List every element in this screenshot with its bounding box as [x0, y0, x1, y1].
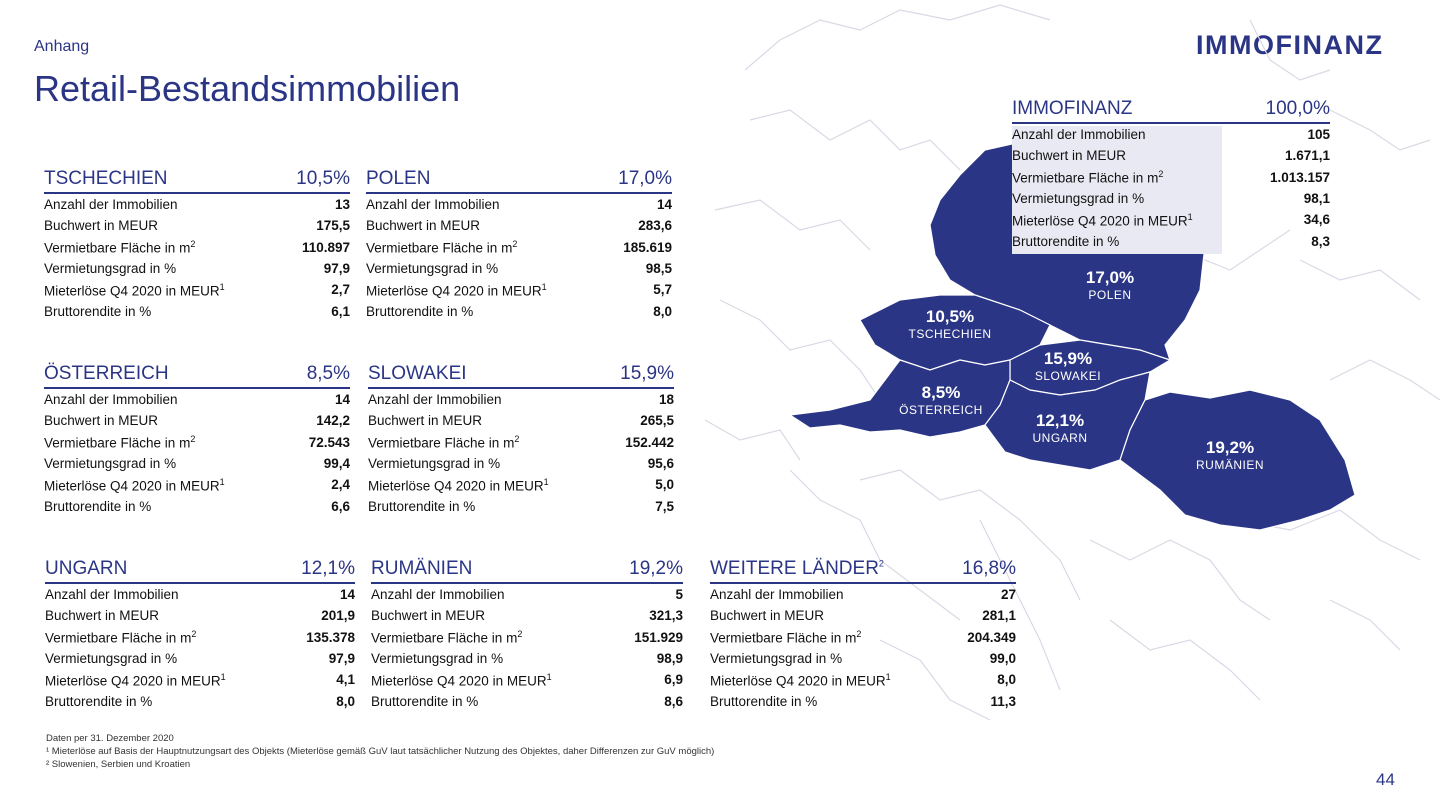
table-header	[371, 558, 683, 584]
row-area: Vermietbare Fläche in $m^2$ 135.378	[45, 628, 355, 646]
table-title: SLOWAKEI	[368, 363, 467, 384]
table-share: 8,5%	[306, 363, 350, 384]
map-label-slowakei: 15,9% SLOWAKEI	[1034, 349, 1102, 383]
row-book-value: Buchwert in MEUR 1.671,1	[1012, 148, 1330, 164]
map-label-ungarn: 12,1% UNGARN	[1032, 411, 1088, 445]
table-share: 17,0%	[618, 168, 672, 189]
row-rental: Mieterlöse Q4 2020 in MEUR$^1$ 2,4	[44, 476, 350, 494]
table-slowakei	[368, 363, 674, 517]
page-number: 44	[1376, 770, 1395, 789]
table-title: ÖSTERREICH	[44, 363, 169, 384]
table-header	[44, 168, 350, 194]
row-count: Anzahl der Immobilien 14	[45, 587, 355, 603]
table-header	[1012, 96, 1330, 124]
footnote-date: Daten per 31. Dezember 2020	[46, 733, 174, 744]
table-share: 16,8%	[962, 558, 1016, 579]
table-title: UNGARN	[45, 558, 128, 579]
section-label: Anhang	[34, 38, 90, 55]
footnote-1: ¹ Mieterlöse auf Basis der Hauptnutzungsart des Objekts (Mieterlöse gemäß GuV laut tatsächlicher Nutzung des Objektes, daher Differenzen zur GuV möglich)	[46, 746, 715, 757]
row-book-value: Buchwert in MEUR 281,1	[710, 608, 1016, 624]
map-label-rumaenien: 19,2% RUMÄNIEN	[1195, 438, 1264, 472]
table-polen	[366, 168, 672, 322]
row-area: Vermietbare Fläche in $m^2$ 72.543	[44, 433, 350, 451]
table-header	[710, 558, 1016, 584]
table-share: 10,5%	[296, 168, 350, 189]
row-yield: Bruttorendite in % 8,3	[1012, 233, 1330, 249]
table-weitere-laender	[710, 558, 1016, 712]
row-area: Vermietbare Fläche in $m^2$ 185.619	[366, 238, 672, 256]
row-occupancy: Vermietungsgrad in % 99,0	[710, 651, 1016, 667]
table-share: 19,2%	[629, 558, 683, 579]
row-yield: Bruttorendite in % 6,1	[44, 303, 350, 319]
row-yield: Bruttorendite in % 7,5	[368, 498, 674, 514]
table-summary-immofinanz	[1012, 96, 1330, 252]
table-header	[45, 558, 355, 584]
table-title: IMMOFINANZ	[1012, 98, 1133, 119]
row-occupancy: Vermietungsgrad in % 97,9	[45, 651, 355, 667]
table-title: POLEN	[366, 168, 431, 189]
table-title: TSCHECHIEN	[44, 168, 168, 189]
row-area: Vermietbare Fläche in $m^2$ 204.349	[710, 628, 1016, 646]
table-title: RUMÄNIEN	[371, 558, 473, 579]
map-label-oesterreich: 8,5% ÖSTERREICH	[899, 383, 983, 417]
row-count: Anzahl der Immobilien 18	[368, 392, 674, 408]
row-book-value: Buchwert in MEUR 175,5	[44, 218, 350, 234]
row-book-value: Buchwert in MEUR 265,5	[368, 413, 674, 429]
row-count: Anzahl der Immobilien 105	[1012, 127, 1330, 143]
row-count: Anzahl der Immobilien 5	[371, 587, 683, 603]
row-yield: Bruttorendite in % 8,0	[45, 693, 355, 709]
table-share: 15,9%	[620, 363, 674, 384]
row-occupancy: Vermietungsgrad in % 98,1	[1012, 191, 1330, 207]
row-occupancy: Vermietungsgrad in % 98,9	[371, 651, 683, 667]
row-rental: Mieterlöse Q4 2020 in MEUR$^1$ 2,7	[44, 281, 350, 299]
row-count: Anzahl der Immobilien 27	[710, 587, 1016, 603]
row-area: Vermietbare Fläche in $m^2$ 1.013.157	[1012, 168, 1330, 186]
row-rental: Mieterlöse Q4 2020 in MEUR$^1$ 8,0	[710, 671, 1016, 689]
row-book-value: Buchwert in MEUR 201,9	[45, 608, 355, 624]
row-area: Vermietbare Fläche in $m^2$ 152.442	[368, 433, 674, 451]
table-share: 12,1%	[301, 558, 355, 579]
row-occupancy: Vermietungsgrad in % 99,4	[44, 456, 350, 472]
row-area: Vermietbare Fläche in $m^2$ 110.897	[44, 238, 350, 256]
map-label-tschechien: 10,5% TSCHECHIEN	[908, 307, 992, 341]
row-rental: Mieterlöse Q4 2020 in MEUR$^1$ 5,7	[366, 281, 672, 299]
table-share: 100,0%	[1265, 98, 1330, 119]
row-book-value: Buchwert in MEUR 142,2	[44, 413, 350, 429]
table-header	[366, 168, 672, 194]
table-rumaenien	[371, 558, 683, 712]
row-count: Anzahl der Immobilien 14	[44, 392, 350, 408]
map-label-polen: 17,0% POLEN	[1085, 268, 1135, 302]
table-header	[368, 363, 674, 389]
row-yield: Bruttorendite in % 8,0	[366, 303, 672, 319]
table-oesterreich	[44, 363, 350, 517]
row-count: Anzahl der Immobilien 14	[366, 197, 672, 213]
footnote-2: ² Slowenien, Serbien und Kroatien	[46, 759, 191, 770]
row-count: Anzahl der Immobilien 13	[44, 197, 350, 213]
footnotes	[46, 732, 714, 771]
table-header	[44, 363, 350, 389]
row-area: Vermietbare Fläche in $m^2$ 151.929	[371, 628, 683, 646]
row-book-value: Buchwert in MEUR 321,3	[371, 608, 683, 624]
table-title: WEITERE LÄNDER$^2$	[710, 558, 884, 579]
page-title: Retail-Bestandsimmobilien	[34, 68, 461, 109]
row-occupancy: Vermietungsgrad in % 95,6	[368, 456, 674, 472]
row-occupancy: Vermietungsgrad in % 97,9	[44, 261, 350, 277]
row-rental: Mieterlöse Q4 2020 in MEUR$^1$ 6,9	[371, 671, 683, 689]
table-ungarn	[45, 558, 355, 712]
row-rental: Mieterlöse Q4 2020 in MEUR$^1$ 34,6	[1012, 211, 1330, 229]
row-yield: Bruttorendite in % 11,3	[710, 693, 1016, 709]
row-rental: Mieterlöse Q4 2020 in MEUR$^1$ 4,1	[45, 671, 355, 689]
table-tschechien	[44, 168, 350, 322]
row-yield: Bruttorendite in % 8,6	[371, 693, 683, 709]
row-yield: Bruttorendite in % 6,6	[44, 498, 350, 514]
row-occupancy: Vermietungsgrad in % 98,5	[366, 261, 672, 277]
row-rental: Mieterlöse Q4 2020 in MEUR$^1$ 5,0	[368, 476, 674, 494]
company-logo: IMMOFINANZ	[1196, 30, 1384, 60]
row-book-value: Buchwert in MEUR 283,6	[366, 218, 672, 234]
